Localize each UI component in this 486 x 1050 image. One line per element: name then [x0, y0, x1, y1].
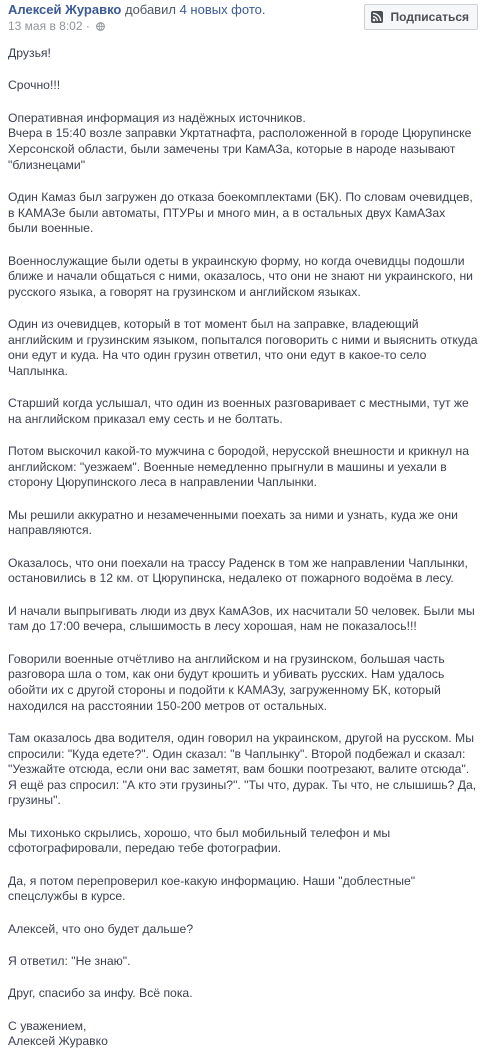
paragraph-senior: Старший когда услышал, что один из военных разговаривает с местными, тут же на английском приказал ему сесть и не болтать.	[8, 396, 469, 426]
rss-icon	[371, 11, 383, 23]
globe-icon[interactable]	[96, 22, 105, 31]
paragraph-bearded-man: Потом выскочил какой-то мужчина с бородой, нерусской внешности и крикнул на английском: "уезжаем". Военные немедленно прыгнули в машины и уехали в сторону Цюрупинского леса в направлении Чаплынки.	[8, 444, 470, 490]
paragraph-count: И начали выпрыгивать люди из двух КамАЗов, их насчитали 50 человек. Были мы там до 17:00 вечера, слышимость в лесу хорошая, нам не показалось!!!	[8, 603, 475, 634]
paragraph-follow: Мы решили аккуратно и незамеченными поехать за ними и узнать, куда же они направляются.	[8, 507, 458, 538]
paragraph-witness: Один из очевидцев, который в тот момент был на заправке, владеющий английским и грузинским языком, попытался поговорить с ними и выяснить откуда они едут и куда. На что один грузин ответил, что они едут в какое-то село Чаплынка.	[8, 317, 478, 378]
action-verb: добавил	[124, 2, 176, 17]
paragraph-thanks: Друг, спасибо за инфу. Всё пока.	[8, 986, 193, 1001]
timestamp-link[interactable]: 13 мая в 8:02	[8, 19, 83, 33]
subscribe-button[interactable]	[364, 4, 478, 30]
post-body	[8, 46, 478, 1050]
paragraph-urgent: Срочно!!!	[8, 78, 61, 93]
paragraph-photos: Мы тихонько скрылись, хорошо, что был мобильный телефон и мы сфотографировали, передаю тебе фотографии.	[8, 825, 391, 856]
paragraph-uniform: Военнослужащие были одеты в украинскую форму, но когда очевидцы подошли ближе и начали общаться с ними, оказалось, что они не знают ни украинского, ни русского языка, а говорят на грузинском и английском языках.	[8, 253, 473, 299]
post-header	[0, 0, 486, 40]
dot-separator: ·	[85, 19, 90, 33]
post-meta	[8, 19, 105, 33]
author-link[interactable]: Алексей Журавко	[8, 2, 122, 17]
action-period: .	[261, 2, 266, 17]
new-photos-link[interactable]: 4 новых фото	[179, 2, 262, 17]
subscribe-label: Подписаться	[390, 10, 469, 24]
paragraph-greeting: Друзья!	[8, 46, 51, 60]
action-text	[125, 2, 266, 17]
paragraph-answer: Я ответил: "Не знаю".	[8, 954, 131, 969]
paragraph-route: Оказалось, что они поехали на трассу Раденск в том же направлении Чаплынки, остановились в 12 км. от Цюрупинска, недалеко от пожарного водоёма в лесу.	[8, 555, 468, 586]
paragraph-cargo: Один Камаз был загружен до отказа боекомплектами (БК). По словам очевидцев, в КАМАЗе были автоматы, ПТУРы и много мин, а в остальных двух КамАЗах были военные.	[8, 189, 473, 236]
paragraph-verified: Да, я потом перепроверил кое-какую информацию. Наши "доблестные" спецслужбы в курсе.	[8, 873, 416, 904]
paragraph-question: Алексей, что оно будет дальше?	[8, 921, 194, 936]
paragraph-drivers: Там оказалось два водителя, один говорил на украинском, другой на русском. Мы спросили: "Куда едете?". Один сказал: "в Чаплынку". Второй подбежал и сказал: "Уезжайте отсюда, если они вас заметят, вам бошки поотрезают, валите отсюда". Я ещё раз спросил: "А кто эти грузины?". "Ты что, дурак. Ты что, не слышишь? Да, грузины".	[8, 730, 477, 808]
paragraph-signature: С уважением, Алексей Журавко	[8, 1018, 108, 1049]
paragraph-languages: Говорили военные отчётливо на английском и на грузинском, большая часть разговора шла о том, как они будут крошить и убивать русских. Нам удалось обойти их с другой стороны и подойти к КАМАЗу, загруженному БК, который находился на расстоянии 150-200 метров от остальных.	[8, 651, 445, 713]
paragraph-report: Оперативная информация из надёжных источников. Вчера в 15:40 возле заправки Укртатнафта, расположенной в городе Цюрупинске Херсонской области, были замечены три КамАЗа, которые в народе называют "близнецами"	[8, 110, 472, 172]
post-headline	[8, 2, 265, 17]
